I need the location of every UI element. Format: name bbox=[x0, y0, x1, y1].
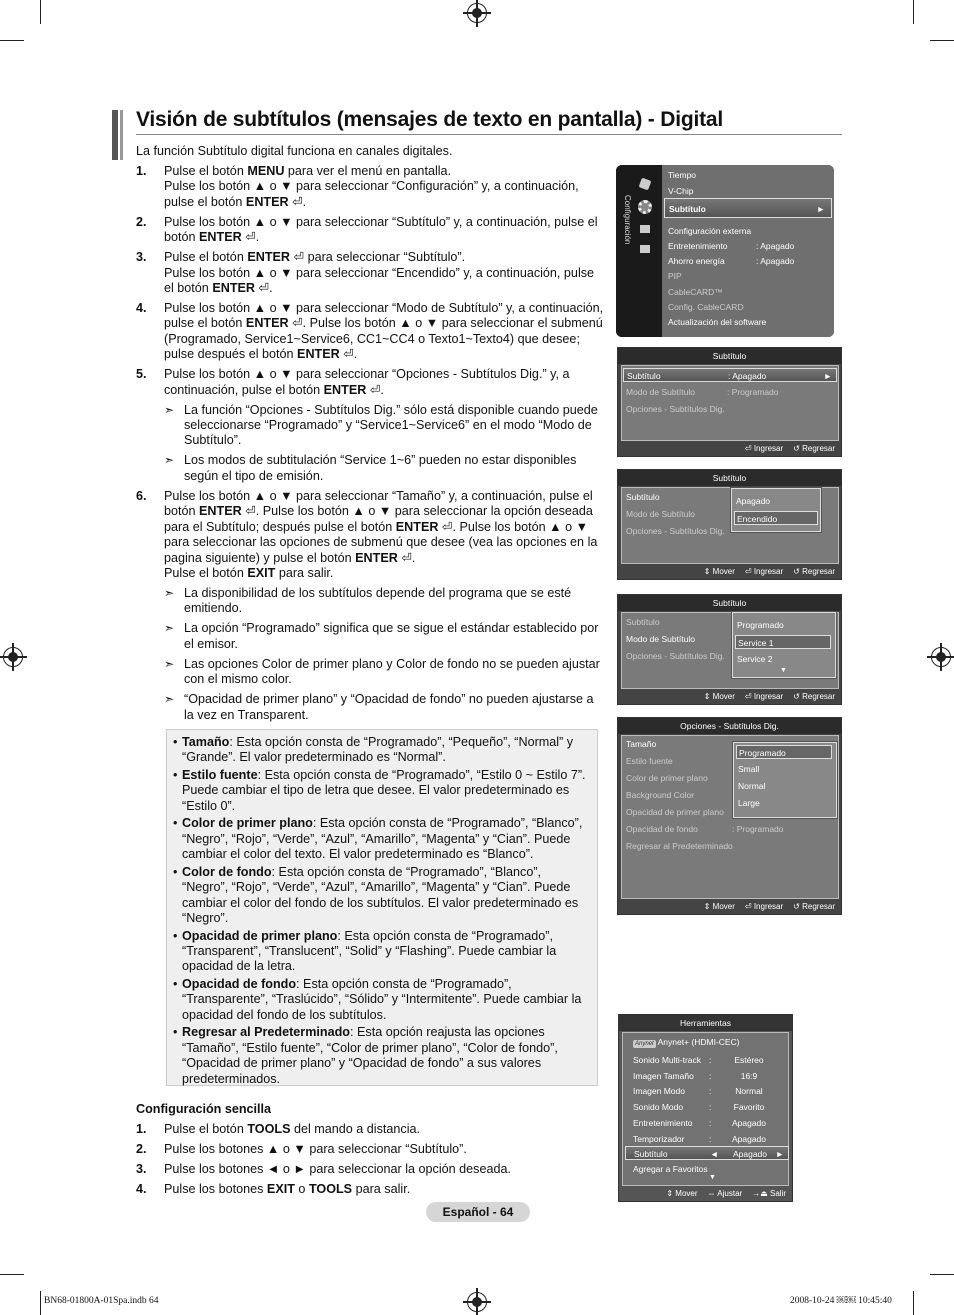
note-arrow-icon: ➣ bbox=[164, 402, 175, 417]
osd-row-label: Color de primer plano bbox=[626, 773, 708, 783]
option-bullet bbox=[173, 977, 589, 1023]
page-title: Visión de subtítulos (mensajes de texto en pantalla) - Digital bbox=[136, 108, 723, 131]
option-bullet bbox=[173, 1025, 589, 1087]
osd-footer-hint: ⇕ Mover bbox=[703, 692, 735, 701]
osd-row-label: Sonido Modo bbox=[633, 1102, 684, 1113]
osd-popup-option[interactable]: Service 1 bbox=[735, 635, 831, 649]
step-number: 3. bbox=[136, 1162, 147, 1176]
intro-text: La función Subtítulo digital funciona en canales digitales. bbox=[136, 144, 453, 158]
option-bullet bbox=[173, 735, 589, 766]
osd-row[interactable]: Modo de Subtítulo bbox=[626, 634, 695, 644]
note-item bbox=[164, 453, 606, 484]
note-item bbox=[164, 403, 606, 449]
osd-menu-item[interactable] bbox=[668, 239, 828, 253]
osd-row[interactable]: Subtítulo bbox=[626, 492, 660, 502]
crop-mark bbox=[930, 40, 954, 41]
osd-row[interactable]: Opciones - Subtítulos Dig. bbox=[626, 651, 725, 661]
osd-item-label: Config. CableCARD bbox=[668, 302, 744, 312]
note-arrow-icon: ➣ bbox=[164, 585, 175, 600]
osd-row-label: Tamaño bbox=[626, 739, 657, 749]
osd-footer-hint: ↺ Regresar bbox=[793, 902, 835, 911]
osd-item-value: : Apagado bbox=[756, 241, 795, 251]
osd-item-value: : Apagado bbox=[756, 256, 795, 266]
page-title-bar bbox=[112, 110, 842, 134]
option-term: Regresar al Predeterminado bbox=[182, 1025, 350, 1040]
osd-row-label: Regresar al Predeterminado bbox=[626, 841, 733, 851]
title-accent-bar bbox=[112, 110, 118, 160]
osd-item-label: Ahorro energía bbox=[668, 256, 725, 266]
osd-row[interactable] bbox=[623, 368, 837, 382]
osd-footer-hint: ⇕ Mover bbox=[666, 1189, 698, 1198]
simple-setup-heading: Configuración sencilla bbox=[136, 1102, 272, 1116]
note-arrow-icon: ➣ bbox=[164, 656, 175, 671]
step-text: Pulse los botón ▲ o ▼ para seleccionar “Encendido” y, a continuación, pulse el botón ENTER ⏎. bbox=[164, 265, 595, 296]
options-box bbox=[166, 729, 598, 1086]
osd-row-label: Opacidad de primer plano bbox=[626, 807, 724, 817]
step-item bbox=[136, 367, 606, 398]
osd-footer bbox=[694, 692, 835, 701]
osd-popup-option[interactable]: Service 2 bbox=[737, 654, 773, 664]
steps-list bbox=[136, 164, 606, 728]
anynet-label: Anynet+ (HDMI-CEC) bbox=[657, 1037, 740, 1047]
osd-title: Subtítulo bbox=[618, 470, 841, 486]
option-description: : Esta opción consta de “Programado”, “Blanco”, “Negro”, “Rojo”, “Verde”, “Azul”, “Amarillo”, “Magenta” y “Cian”. Puede cambiar el color del texto. El valor predeterminado es “Blanco”. bbox=[182, 816, 583, 862]
step-item bbox=[136, 250, 606, 296]
osd-row-value: : Programado bbox=[732, 824, 784, 834]
osd-tools-row[interactable]: Agregar a Favoritos bbox=[633, 1164, 708, 1174]
step-text: Pulse el botón MENU para ver el menú en pantalla. bbox=[164, 164, 452, 178]
osd-row-value: Estéreo bbox=[734, 1055, 764, 1065]
option-term: Opacidad de primer plano bbox=[182, 928, 338, 943]
osd-row-value: Apagado bbox=[732, 1149, 768, 1160]
osd-row-label: Subtítulo bbox=[634, 1149, 668, 1160]
simple-setup-steps bbox=[136, 1122, 606, 1202]
osd-footer-hint: ⏎ Ingresar bbox=[744, 567, 784, 576]
note-item bbox=[164, 586, 606, 617]
osd-tools-row[interactable] bbox=[633, 1100, 789, 1114]
option-description: : Esta opción consta de “Programado”, “Blanco”, “Negro”, “Rojo”, “Verde”, “Azul”, “Amarillo”, “Magenta” y “Cian”. Puede cambiar el color del fondo de los subtítulos. El valor predeterminado es “Negro”. bbox=[182, 864, 579, 926]
osd-title: Herramientas bbox=[619, 1015, 792, 1031]
step-number: 3. bbox=[136, 250, 147, 265]
step-number: 6. bbox=[136, 488, 147, 503]
osd-row-label: Temporizador bbox=[633, 1133, 685, 1144]
crop-mark bbox=[0, 1274, 24, 1275]
right-arrow-icon: ► bbox=[816, 204, 825, 214]
osd-popup-option[interactable]: Small bbox=[738, 764, 760, 774]
crop-mark bbox=[0, 40, 24, 41]
osd-footer-hint: ⇕ Mover bbox=[703, 902, 735, 911]
osd-row[interactable] bbox=[626, 841, 733, 851]
registration-mark-icon bbox=[467, 3, 487, 23]
step-number: 5. bbox=[136, 367, 147, 382]
osd-item-label: PIP bbox=[668, 271, 682, 281]
osd-tools-row[interactable] bbox=[633, 1132, 789, 1146]
footer-file: BN68-01800A-01Spa.indb 64 bbox=[44, 1296, 159, 1306]
option-term: Tamaño bbox=[182, 735, 230, 749]
step-text: Pulse los botón ▲ o ▼ para seleccionar “Configuración” y, a continuación, pulse el botón ENTER ⏎. bbox=[164, 179, 579, 209]
osd-row[interactable] bbox=[626, 739, 656, 749]
osd-row[interactable] bbox=[626, 756, 673, 766]
anynet-logo: Anynet bbox=[635, 1041, 654, 1047]
step-text: Pulse los botón ▲ o ▼ para seleccionar “Tamaño” y, a continuación, pulse el botón ENTER ⏎. Pulse los botón ▲ o ▼ para seleccionar la opción deseada para el Subtítulo; después pulse el botón ENTER ⏎. Pulse los botón ▲ o ▼ para seleccionar las opciones de submenú que desee (vea las opciones en la pagina siguiente) y pulse el botón ENTER ⏎. bbox=[164, 488, 598, 565]
note-text: La función “Opciones - Subtítulos Dig.” sólo está disponible cuando puede seleccionarse “Programado” y “Service1~Service6” en el modo “Modo de Subtítulo”. bbox=[184, 402, 598, 448]
step-number: 1. bbox=[136, 1122, 147, 1136]
osd-row-label: Imagen Modo bbox=[633, 1086, 685, 1097]
app-icon bbox=[640, 245, 650, 253]
osd-digital-subtitle-options bbox=[617, 717, 842, 915]
osd-menu-item[interactable] bbox=[664, 198, 832, 218]
step-number: 2. bbox=[136, 1142, 147, 1156]
osd-tools-row[interactable] bbox=[625, 1146, 789, 1160]
osd-row-label: Opacidad de fondo bbox=[626, 824, 698, 834]
osd-row-label: Estilo fuente bbox=[626, 756, 673, 766]
osd-side-label: Configuración bbox=[623, 195, 632, 245]
osd-row-value: Apagado bbox=[731, 1133, 767, 1144]
osd-tools-row[interactable] bbox=[633, 1069, 789, 1083]
osd-row-label: Opciones - Subtítulos Dig. bbox=[626, 404, 725, 414]
osd-tools-row[interactable] bbox=[633, 1053, 789, 1067]
step-number: 2. bbox=[136, 214, 147, 229]
osd-row-label: Subtítulo bbox=[627, 371, 661, 381]
osd-row[interactable]: Opciones - Subtítulos Dig. bbox=[626, 526, 725, 536]
right-arrow-icon: ► bbox=[823, 371, 832, 381]
osd-title: Opciones - Subtítulos Dig. bbox=[618, 718, 841, 734]
option-description: : Esta opción consta de “Programado”, “Transparente”, “Traslúcido”, “Sólido” y “Intermitente”. Puede cambiar la opacidad del fondo de los subtítulos. bbox=[182, 977, 582, 1022]
chevron-down-icon: ▼ bbox=[780, 667, 787, 674]
option-term: Color de primer plano bbox=[182, 816, 313, 831]
osd-row-colon: : bbox=[709, 1070, 712, 1081]
osd-row[interactable] bbox=[623, 385, 837, 399]
note-item bbox=[164, 621, 606, 652]
step-text: Pulse los botón ▲ o ▼ para seleccionar “Opciones - Subtítulos Dig.” y, a continuación, pulse el botón ENTER ⏎. bbox=[164, 367, 570, 397]
osd-row[interactable] bbox=[626, 824, 784, 834]
option-term: Opacidad de fondo bbox=[182, 977, 297, 992]
option-bullet bbox=[173, 929, 589, 975]
osd-row-label: Background Color bbox=[626, 790, 695, 800]
osd-row[interactable] bbox=[623, 402, 837, 416]
osd-menu-item[interactable] bbox=[668, 315, 828, 329]
title-accent-bar bbox=[120, 110, 123, 160]
option-description: : Esta opción consta de “Programado”, “Pequeño”, “Normal” y “Grande”. El valor predeterminado es “Normal”. bbox=[182, 735, 574, 765]
osd-row[interactable]: Subtítulo bbox=[626, 617, 660, 627]
option-description: : Esta opción reajusta las opciones “Tamaño”, “Estilo fuente”, “Color de primer plano”, “Color de fondo”, “Opacidad de primer plano” y “Opacidad de fondo” a sus valores predeterminados. bbox=[182, 1025, 558, 1086]
page-number: Español - 64 bbox=[426, 1202, 530, 1222]
osd-row-colon: : bbox=[709, 1102, 712, 1113]
osd-item-label: Subtítulo bbox=[669, 204, 706, 214]
osd-footer-hint: ↺ Regresar bbox=[793, 567, 835, 576]
osd-popup-option[interactable]: Apagado bbox=[736, 496, 771, 506]
osd-footer-hint: ⇔ Ajustar bbox=[707, 1189, 743, 1198]
step-text: Pulse el botón ENTER ⏎ para seleccionar “Subtítulo”. bbox=[164, 250, 466, 265]
simple-step bbox=[136, 1162, 606, 1177]
osd-row[interactable] bbox=[626, 790, 694, 800]
osd-row-value: : Programado bbox=[727, 387, 779, 397]
simple-step bbox=[136, 1182, 606, 1197]
step-item bbox=[136, 489, 606, 581]
option-bullet bbox=[173, 768, 589, 814]
crop-mark bbox=[913, 0, 914, 24]
registration-mark-icon bbox=[467, 1292, 487, 1312]
chevron-down-icon: ▼ bbox=[709, 1174, 716, 1181]
osd-item-label: CableCARD™ bbox=[668, 287, 723, 297]
osd-footer bbox=[735, 444, 835, 453]
step-text: Pulse el botón EXIT para salir. bbox=[164, 565, 334, 580]
osd-row-label: Imagen Tamaño bbox=[633, 1070, 694, 1081]
osd-tools-menu bbox=[618, 1014, 793, 1202]
osd-row-value: : Apagado bbox=[728, 371, 767, 381]
osd-footer-hint: ↺ Regresar bbox=[793, 444, 835, 453]
osd-popup-option[interactable]: Programado bbox=[736, 745, 832, 759]
osd-popup-option[interactable]: Encendido bbox=[734, 511, 818, 525]
osd-item-label: V-Chip bbox=[668, 186, 694, 196]
step-item bbox=[136, 301, 606, 363]
osd-menu-item[interactable] bbox=[668, 285, 828, 299]
osd-row-label: Sonido Multi-track bbox=[633, 1055, 702, 1065]
note-item bbox=[164, 657, 606, 688]
osd-menu-item[interactable] bbox=[668, 168, 828, 182]
registration-mark-icon bbox=[931, 647, 951, 667]
osd-row-value: Favorito bbox=[733, 1102, 765, 1113]
option-bullet bbox=[173, 865, 589, 927]
osd-footer-hint: ⇕ Mover bbox=[703, 567, 735, 576]
anynet-row[interactable] bbox=[633, 1037, 740, 1048]
step-item bbox=[136, 164, 606, 210]
osd-title: Subtítulo bbox=[618, 348, 841, 364]
note-arrow-icon: ➣ bbox=[164, 621, 175, 636]
osd-subtitle-onoff bbox=[617, 469, 842, 580]
osd-menu-item[interactable] bbox=[668, 254, 828, 268]
osd-row[interactable]: Modo de Subtítulo bbox=[626, 509, 695, 519]
crop-mark bbox=[40, 1291, 41, 1315]
step-number: 4. bbox=[136, 301, 147, 316]
osd-subtitle-mode bbox=[617, 594, 842, 705]
note-arrow-icon: ➣ bbox=[164, 692, 175, 707]
osd-row-colon: : bbox=[709, 1117, 712, 1128]
step-item bbox=[136, 215, 606, 246]
osd-footer bbox=[694, 567, 835, 576]
crop-mark bbox=[930, 1274, 954, 1275]
osd-tools-row[interactable] bbox=[633, 1116, 789, 1130]
osd-item-label: Actualización del software bbox=[668, 317, 767, 327]
osd-footer-hint: ⏎ Ingresar bbox=[744, 692, 784, 701]
osd-item-label: Entretenimiento bbox=[668, 241, 728, 251]
title-rule bbox=[136, 134, 842, 135]
osd-popup-option[interactable]: Large bbox=[738, 798, 760, 808]
option-description: : Esta opción consta de “Programado”, “Estilo 0 ~ Estilo 7”. Puede cambiar el tipo de letra que desee. El valor predeterminado es “Estilo 0”. bbox=[182, 768, 586, 813]
note-text: La disponibilidad de los subtítulos depende del programa que se esté emitiendo. bbox=[184, 585, 572, 616]
osd-footer-hint: ⏎ Ingresar bbox=[744, 444, 784, 453]
note-text: “Opacidad de primer plano” y “Opacidad de fondo” no pueden ajustarse a la vez en Transparent. bbox=[184, 692, 594, 722]
osd-footer-hint: →⏏ Salir bbox=[752, 1189, 786, 1198]
osd-row-value: Normal bbox=[735, 1086, 763, 1097]
osd-popup-option[interactable]: Normal bbox=[738, 781, 766, 791]
osd-footer bbox=[694, 902, 835, 911]
osd-menu-item[interactable] bbox=[668, 184, 828, 198]
osd-row-label: Entretenimiento bbox=[633, 1117, 693, 1128]
osd-row-value: Apagado bbox=[731, 1117, 767, 1128]
osd-tools-row[interactable] bbox=[633, 1084, 789, 1098]
note-text: Los modos de subtitulación “Service 1~6” pueden no estar disponibles según el tipo de emisión. bbox=[184, 453, 577, 483]
osd-footer-hint: ⏎ Ingresar bbox=[744, 902, 784, 911]
left-arrow-icon: ◄ bbox=[710, 1149, 719, 1160]
right-arrow-icon: ► bbox=[775, 1149, 784, 1160]
osd-setup-menu bbox=[616, 165, 834, 337]
osd-menu-item[interactable] bbox=[668, 300, 828, 314]
step-text: Pulse los botones ▲ o ▼ para seleccionar “Subtítulo”. bbox=[164, 1142, 467, 1156]
gear-icon bbox=[638, 200, 652, 214]
simple-step bbox=[136, 1122, 606, 1137]
notes-list bbox=[136, 586, 606, 723]
osd-footer-hint: ↺ Regresar bbox=[793, 692, 835, 701]
step-number: 1. bbox=[136, 164, 147, 178]
osd-popup-option[interactable]: Programado bbox=[737, 620, 784, 630]
step-text: Pulse los botón ▲ o ▼ para seleccionar “Modo de Subtítulo” y, a continuación, pulse el botón ENTER ⏎. Pulse los botón ▲ o ▼ para seleccionar el submenú (Programado, Service1~Service6, CC1~CC4 o Texto1~Texto4) que desee; pulse después el botón ENTER ⏎. bbox=[164, 301, 604, 362]
osd-row-value: 16:9 bbox=[740, 1070, 758, 1081]
osd-row[interactable] bbox=[626, 807, 724, 817]
option-term: Color de fondo bbox=[182, 864, 272, 879]
registration-mark-icon bbox=[3, 647, 23, 667]
footer-timestamp: 2008-10-24 ￼￼ 10:45:40 bbox=[790, 1296, 892, 1306]
osd-menu-item[interactable] bbox=[668, 269, 828, 283]
osd-subtitle-menu bbox=[617, 347, 842, 457]
osd-menu-item[interactable] bbox=[668, 224, 828, 238]
step-text: Pulse los botón ▲ o ▼ para seleccionar “Subtítulo” y, a continuación, pulse el botón ENTER ⏎. bbox=[164, 214, 598, 245]
step-text: Pulse los botones ◄ o ► para seleccionar la opción deseada. bbox=[164, 1162, 511, 1176]
notes-list bbox=[136, 403, 606, 485]
step-text: Pulse el botón TOOLS del mando a distancia. bbox=[164, 1122, 421, 1136]
step-text: Pulse los botones EXIT o TOOLS para salir. bbox=[164, 1182, 411, 1196]
osd-footer bbox=[656, 1189, 786, 1198]
option-bullet bbox=[173, 816, 589, 862]
note-text: Las opciones Color de primer plano y Color de fondo no se pueden ajustar con el mismo color. bbox=[184, 656, 600, 687]
osd-row-colon: : bbox=[709, 1133, 712, 1144]
osd-item-label: Tiempo bbox=[668, 170, 697, 180]
osd-row-colon: : bbox=[709, 1055, 712, 1065]
note-text: La opción “Programado” significa que se sigue el estándar establecido por el emisor. bbox=[184, 621, 599, 651]
osd-row-colon: : bbox=[709, 1086, 712, 1097]
step-number: 4. bbox=[136, 1182, 147, 1196]
note-arrow-icon: ➣ bbox=[164, 453, 175, 468]
input-icon bbox=[640, 225, 650, 233]
option-term: Estilo fuente bbox=[182, 768, 258, 782]
osd-title: Subtítulo bbox=[618, 595, 841, 611]
crop-mark bbox=[913, 1291, 914, 1315]
crop-mark bbox=[40, 0, 41, 24]
osd-item-label: Configuración externa bbox=[668, 226, 752, 236]
simple-step bbox=[136, 1142, 606, 1157]
option-description: : Esta opción consta de “Programado”, “Transparent”, “Translucent”, “Solid” y “Flashing”. Puede cambiar la opacidad de la letra. bbox=[182, 928, 557, 974]
note-item bbox=[164, 692, 606, 723]
osd-row-label: Modo de Subtítulo bbox=[626, 387, 695, 397]
osd-row[interactable] bbox=[626, 773, 708, 783]
